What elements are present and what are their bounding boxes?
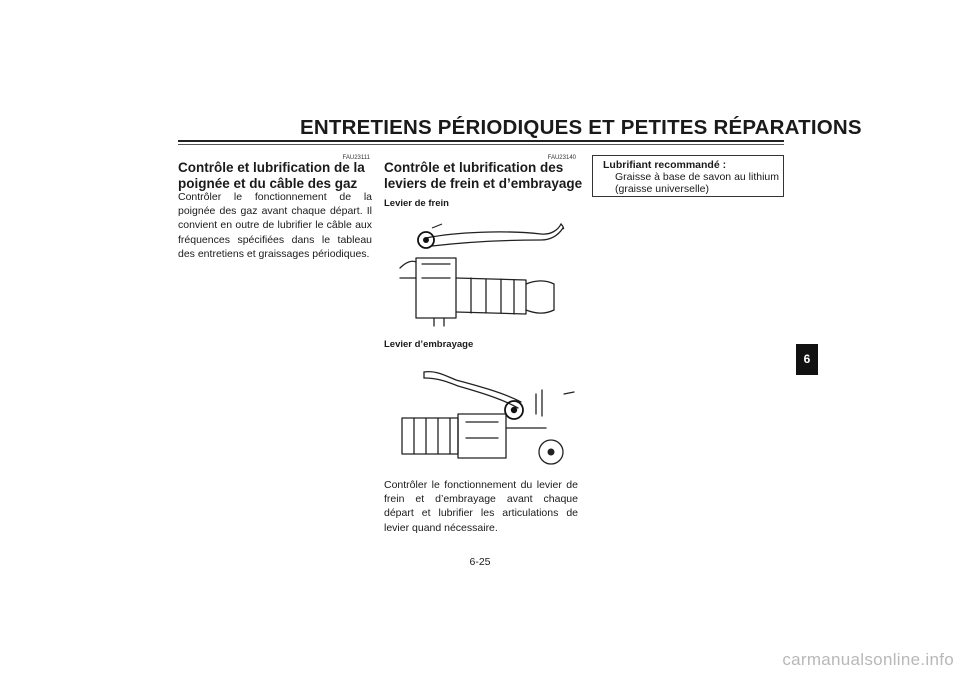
section-code: FAU23140	[547, 155, 576, 161]
brake-lever-label: Levier de frein	[384, 198, 449, 209]
section-body: Contrôler le fonctionnement du levier de frein et d’embrayage avant chaque départ et lubrifier les articulations de levier quand nécessaire.	[384, 479, 578, 534]
page-title: ENTRETIENS PÉRIODIQUES ET PETITES RÉPARATIONS	[300, 116, 862, 139]
page-number: 6-25	[469, 556, 491, 568]
section-heading	[384, 160, 584, 192]
lubricant-value-note: (graisse universelle)	[615, 183, 709, 195]
header-rule-thin	[178, 144, 784, 145]
section-heading-line2: poignée et du câble des gaz	[178, 176, 358, 191]
lubricant-value: Graisse à base de savon au lithium	[615, 171, 780, 183]
chapter-tab: 6	[796, 344, 818, 375]
section-heading-line2: leviers de frein et d’embrayage	[384, 176, 583, 191]
section-heading-line1: Contrôle et lubrification de la	[178, 160, 365, 175]
section-body: Contrôler le fonctionnement de la poignée des gaz avant chaque départ. Il convient en outre de lubrifier le câble aux fréquences spécifiées dans le tableau des entretiens et graissages périodiques.	[178, 191, 372, 260]
clutch-lever-label: Levier d’embrayage	[384, 339, 474, 350]
brake-lever-illustration	[396, 218, 576, 330]
section-heading	[178, 160, 378, 192]
watermark: carmanualsonline.info	[782, 650, 954, 669]
section-code: FAU23111	[342, 155, 370, 161]
header-rule	[178, 140, 784, 142]
lubricant-box	[592, 155, 784, 197]
section-heading-line1: Contrôle et lubrification des	[384, 160, 564, 175]
clutch-lever-illustration	[396, 358, 576, 470]
lubricant-label: Lubrifiant recommandé :	[603, 159, 727, 171]
